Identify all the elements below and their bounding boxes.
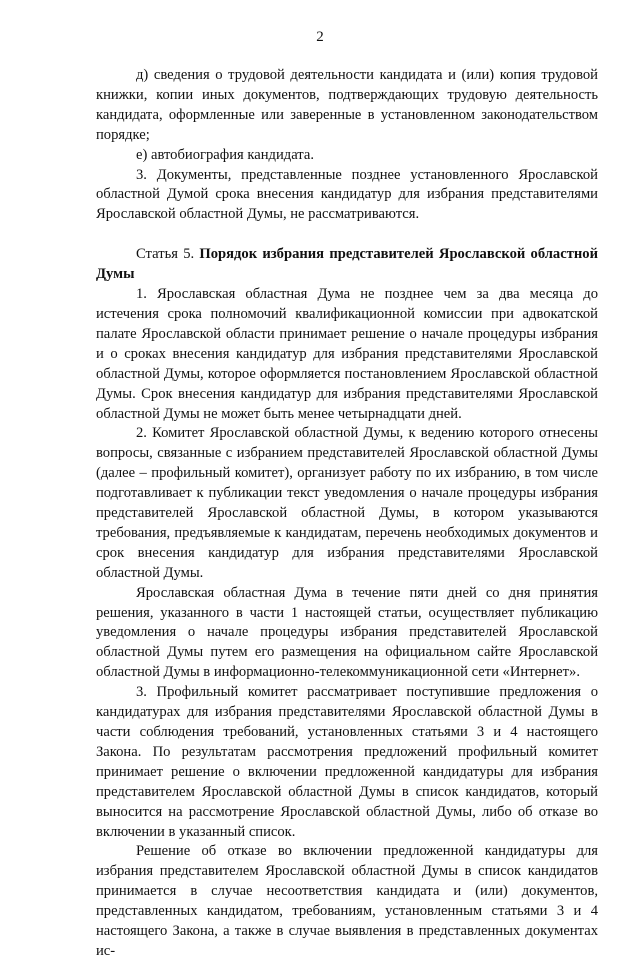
article-heading xyxy=(96,245,598,285)
paragraph: 3. Профильный комитет рассматривает поступившие предложения о кандидатурах для избрания представителями Ярославской областной Думы в части соблюдения требований, установленных статьями 3 и 4 настоящего Закона. По результатам рассмотрения предложений профильный комитет принимает решение о включении предложенной кандидатуры для избрания представителем Ярославской областной Думы в список кандидатов, который выносится на рассмотрение Ярославской областной Думы, либо об отказе во включении в указанный список. xyxy=(96,684,598,840)
paragraph: Ярославская областная Дума в течение пяти дней со дня принятия решения, указанного в части 1 настоящей статьи, осуществляет публикацию уведомления о начале процедуры избрания представителей Ярославской областной Думы путем его размещения на официальном сайте Ярославской областной Думы в информационно-телекоммуникационной сети «Интернет». xyxy=(96,584,598,681)
paragraph: 1. Ярославская областная Дума не позднее чем за два месяца до истечения срока полномочий квалификационной комиссии при адвокатской палате Ярославской области принимает решение о начале процедуры избрания и о сроках внесения кандидатур для избрания представителями Ярославской областной Думы, которое оформляется постановлением Ярославской областной Думы. Срок внесения кандидатур для избрания представителями Ярославской областной Думы не может быть менее четырнадцати дней. xyxy=(96,286,598,422)
paragraph: 2. Комитет Ярославской областной Думы, к ведению которого отнесены вопросы, связанные с избранием представителей Ярославской областной Думы (далее – профильный комитет), организует работу по их избранию, в том числе подготавливает к публикации текст уведомления о начале процедуры избрания представителей Ярославской областной Думы, в котором указываются требования, предъявляемые к кандидатам, перечень необходимых документов и срок внесения кандидатур для избрания представителями Ярославской областной Думы. xyxy=(96,425,598,581)
article-title: Порядок избрания представителей Ярославской областной Думы xyxy=(96,246,598,283)
document-body xyxy=(96,66,598,962)
page-number: 2 xyxy=(316,29,324,45)
article-prefix: Статья 5. xyxy=(136,246,200,263)
paragraph: д) сведения о трудовой деятельности кандидата и (или) копия трудовой книжки, копии иных документов, подтверждающих трудовую деятельность кандидата, оформленные или заверенные в установленном законодательством порядке; xyxy=(96,67,598,143)
paragraph: е) автобиография кандидата. xyxy=(136,146,314,163)
paragraph: Решение об отказе во включении предложенной кандидатуры для избрания представителем Ярославской областной Думы в список кандидатов принимается в случае несоответствия кандидата и (или) документов, представленных кандидатом, требованиям, установленным статьями 3 и 4 настоящего Закона, а также в случае выявления в представленных документах ис- xyxy=(96,843,598,959)
paragraph: 3. Документы, представленные позднее установленного Ярославской областной Думой срока внесения кандидатур для избрания представителями Ярославской областной Думы, не рассматриваются. xyxy=(96,166,598,223)
